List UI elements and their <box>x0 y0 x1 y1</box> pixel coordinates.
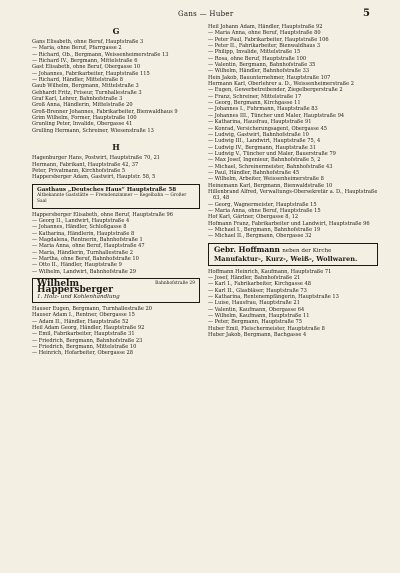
directory-entry: Hagenburger Hans, Postwirt, Hauptstraße 70, 21 <box>32 155 161 162</box>
running-title: Gans — Huber <box>178 10 234 18</box>
section-letter-h: H <box>112 142 120 153</box>
directory-entry: — Ludwig, Gastwirt, Bahnhofstraße 10 <box>208 131 309 138</box>
directory-entry: — Katharina, Rentenempfängerin, Hauptstraße 13 <box>208 294 339 301</box>
directory-entry: — Richard, Händler, Mittelstraße 8 <box>32 77 124 84</box>
advertisement-deutsches-haus <box>32 184 200 209</box>
directory-entry: — Friedrich, Bergmann, Mittelstraße 10 <box>32 344 137 351</box>
directory-entry: — Karl I., Fabrikarbeiter, Kirchgasse 48 <box>208 281 311 288</box>
directory-entry: Grulling Hermann, Schreiner, Wiesenstraße 13 <box>32 127 154 134</box>
directory-entry: Hoffmann Heinrich, Kaufmann, Hauptstraße 71 <box>208 268 332 275</box>
directory-entry: — Johannes I., Fuhrmann, Hauptstraße 83 <box>208 106 318 113</box>
directory-entry: — Michael I., Bergmann, Bahnhofstraße 19 <box>208 227 321 233</box>
directory-entry: Heil Adam Georg, Händler, Hauptstraße 92 <box>32 325 145 332</box>
directory-entry: — Wilhelm, Arbeiter, Weissenheimerstraße 8 <box>208 176 324 183</box>
directory-entry: Gast Elisabeth, ohne Beruf, Obergasse 10 <box>32 64 141 71</box>
directory-entry: — Friedrich, Bergmann, Bahnhofstraße 23 <box>32 337 143 344</box>
section-h-entries-a <box>32 155 200 180</box>
directory-entry: Hauser Eugen, Bergmann, Turnhallestraße 20 <box>32 306 152 313</box>
directory-entry: — Johannes, Fabrikarbeiter, Hauptstraße 115 <box>32 70 150 77</box>
directory-entry: — Johannes, Händler, Schloßgasse 8 <box>32 224 127 231</box>
directory-entry: — Eugen, Gewerbetreibender, Ziegelbergerstraße 2 <box>208 87 343 94</box>
directory-entry: Hermann, Fabrikant, Hauptstraße 42, 37 <box>32 161 139 168</box>
directory-entry: Groß-Brenner Johannes, Fabrikarbeiter, Bienwaldhaus 9 <box>32 108 178 115</box>
directory-entry: — Maria Anna, ohne Beruf, Hauptstraße 47 <box>32 243 145 250</box>
directory-entry: — Paul, Händler, Bahnhofstraße 45 <box>208 169 300 176</box>
directory-entry: — Wilhelm, Landwirt, Bahnhofstraße 29 <box>32 268 137 275</box>
directory-entry: Hauser Adam I., Rentner, Obergasse 15 <box>32 312 135 319</box>
page-number: 5 <box>363 8 370 19</box>
directory-entry: Huber Jakob, Bergmann, Bachgasse 4 <box>208 332 307 339</box>
directory-entry: — Maria, Händlerin, Turnhallestraße 2 <box>32 249 133 256</box>
directory-entry: — Michael II., Bergmann, Obergasse 32 <box>208 233 312 240</box>
right-entries-b <box>208 269 378 339</box>
directory-entry: — Richard, Ob., Bergmann, Weissenheimerstraße 13 <box>32 51 169 58</box>
directory-entry: — Konrad, Versicherungsagent, Obergasse 45 <box>208 125 328 132</box>
left-column <box>32 24 200 357</box>
directory-entry: — Magdalena, Rentnerin, Bahnhofstraße 1 <box>32 236 143 243</box>
section-h-entries-c <box>32 306 200 357</box>
right-column <box>208 24 378 338</box>
directory-entry: — Georg II., Landwirt, Hauptstraße 4 <box>32 217 130 224</box>
ad-location: neben der Kirche <box>282 247 332 254</box>
directory-entry: — Peter Paul, Fabrikarbeiter, Hauptstraße 106 <box>208 36 329 43</box>
directory-entry: Hofmann Franz, Fabrikarbeiter und Landwirt, Hauptstraße 96 <box>208 220 370 227</box>
ad-firm-name: Gebr. Hoffmann <box>214 244 280 254</box>
directory-entry: — Otto II., Händler, Hauptstraße 9 <box>32 262 122 269</box>
directory-entry: — Heinrich, Hofarbeiter, Obergasse 28 <box>32 350 133 357</box>
directory-entry: — Richard IV., Bergmann, Mittelstraße 6 <box>32 58 138 65</box>
directory-entry: Groß Anna, Händlerin, Mittelstraße 20 <box>32 102 133 109</box>
directory-entry: — Maria, ohne Beruf, Pfarrgasse 2 <box>32 45 122 52</box>
ad-subline: 1. Holz- und Kohlenhandlung <box>37 293 120 300</box>
directory-entry: — Ludwig III., Landwirt, Hauptstraße 75, 4 <box>208 138 321 145</box>
page-header <box>0 8 400 22</box>
directory-entry: — Johannes III., Tüncher und Maler, Hauptstraße 94 <box>208 112 345 119</box>
directory-entry: — Valentin, Kaufmann, Obergasse 64 <box>208 306 305 313</box>
directory-entry: Happersberger Adam, Gastwirt, Hauptstr. 58, 5 <box>32 174 156 181</box>
ad-goods: Manufaktur-, Kurz-, Weiß-, Wollwaren. <box>214 254 358 263</box>
directory-entry: — Josef, Händler, Bahnhofstraße 21 <box>208 275 301 282</box>
directory-entry: — Peter, Bergmann, Hauptstraße 75 <box>208 319 302 326</box>
directory-entry: Hermann Karl, Oberlehrer a. D., Weissenheimerstraße 2 <box>208 81 355 88</box>
advertisement-happersberger <box>32 278 200 303</box>
section-letter-g: G <box>112 26 120 36</box>
directory-entry: Gebhardt Fritz, Friseur, Turnhallestraße 3 <box>32 89 142 96</box>
section-h-entries-b <box>32 212 200 275</box>
directory-entry: — Rosa, ohne Beruf, Hauptstraße 100 <box>208 55 307 62</box>
directory-entry: — Katharina, Händlerin, Hauptstraße 8 <box>32 230 135 237</box>
directory-entry: Hof Karl, Gärtner, Obergasse 8, 12 <box>208 214 299 221</box>
directory-entry: Grunling Peter, Invalide, Obergasse 41 <box>32 121 133 128</box>
directory-entry: — Georg, Bergmann, Kirchgasse 11 <box>208 100 301 107</box>
ad-headline: Gasthaus „Deutsches Haus“ Hauptstraße 58 <box>37 186 177 193</box>
advertisement-hoffmann <box>208 243 378 266</box>
directory-entry: Hillenbrand Alfred, Verwaltungs-Obersekretär a. D., Hauptstraße 63, 48 <box>208 188 378 202</box>
directory-entry: Heinemann Karl, Bergmann, Bienwaldstraße 10 <box>208 182 333 189</box>
directory-entry: — Maria Anna, ohne Beruf, Hauptstraße 15 <box>208 207 321 214</box>
directory-entry: Gaub Wilhelm, Bergmann, Mittelstraße 3 <box>32 83 139 90</box>
directory-entry: — Philipp, Invalide, Mittelstraße 15 <box>208 49 301 56</box>
directory-entry: — Karl II., Glasbläser, Hauptstraße 73 <box>208 287 307 294</box>
directory-entry: — Adam II., Händler, Hauptstraße 52 <box>32 318 129 325</box>
directory-entry: — Georg, Wagnermeister, Hauptstraße 15 <box>208 201 317 208</box>
directory-entry: Graf Karl, Lehrer, Bahnhofstraße 3 <box>32 96 123 103</box>
ad-address: Bahnhofstraße 29 <box>155 281 195 286</box>
directory-entry: — Ludwig V., Tüncher und Maler, Bauerstraße 79 <box>208 150 336 157</box>
section-g-entries <box>32 39 200 134</box>
directory-entry: Gans Elisabeth, ohne Beruf, Hauptstraße 3 <box>32 39 144 45</box>
directory-entry: — Peter II., Fabrikarbeiter, Bienwaldhaus 3 <box>208 43 321 50</box>
directory-entry: Huber Emil, Fleischermeister, Hauptstraße 8 <box>208 325 325 332</box>
right-entries-a <box>208 24 378 240</box>
directory-entry: — Wilhelm, Händler, Bahnhofstraße 33 <box>208 68 310 75</box>
directory-entry: — Luise, Hausfrau, Hauptstraße 21 <box>208 300 300 307</box>
directory-entry: Heil Johann Adam, Händler, Hauptstraße 92 <box>208 24 323 30</box>
directory-entry: — Franz, Schreiner, Mittelstraße 17 <box>208 93 302 100</box>
directory-entry: Hein Jakob, Bauunternehmer, Hauptstraße 107 <box>208 74 331 81</box>
directory-entry: — Katharina, Hausfrau, Hauptstraße 91 <box>208 119 312 126</box>
ad-headline: Wilhelm Happersberger <box>37 279 113 296</box>
directory-entry: — Maria Anna, ohne Beruf, Hauptstraße 80 <box>208 30 321 37</box>
directory-entry: — Michael, Schreinermeister, Bahnhofstraße 43 <box>208 163 333 170</box>
directory-entry: Peter, Privatmann, Kirchhofstraße 5 <box>32 167 126 174</box>
directory-entry: — Martha, ohne Beruf, Bahnhofstraße 10 <box>32 255 139 262</box>
directory-entry: — Ludwig IV., Bergmann, Hauptstraße 31 <box>208 144 316 151</box>
directory-entry: — Valentin, Bergmann, Bahnhofstraße 35 <box>208 62 316 69</box>
directory-entry: — Emil, Fabrikarbeiter, Hauptstraße 31 <box>32 331 135 338</box>
directory-entry: — Max Josef, Ingenieur, Bahnhofstraße 5, 2 <box>208 157 321 164</box>
directory-entry: Grim Wilhelm, Former, Hauptstraße 100 <box>32 115 137 122</box>
ad-details: Altbekannte Gaststätte — Fremdenzimmer — Kegelbahn — Großer Saal <box>37 192 187 205</box>
directory-entry: — Wilhelm, Kaufmann, Hauptstraße 11 <box>208 313 310 320</box>
directory-entry: Happersberger Elisabeth, ohne Beruf, Hauptstraße 96 <box>32 211 173 218</box>
